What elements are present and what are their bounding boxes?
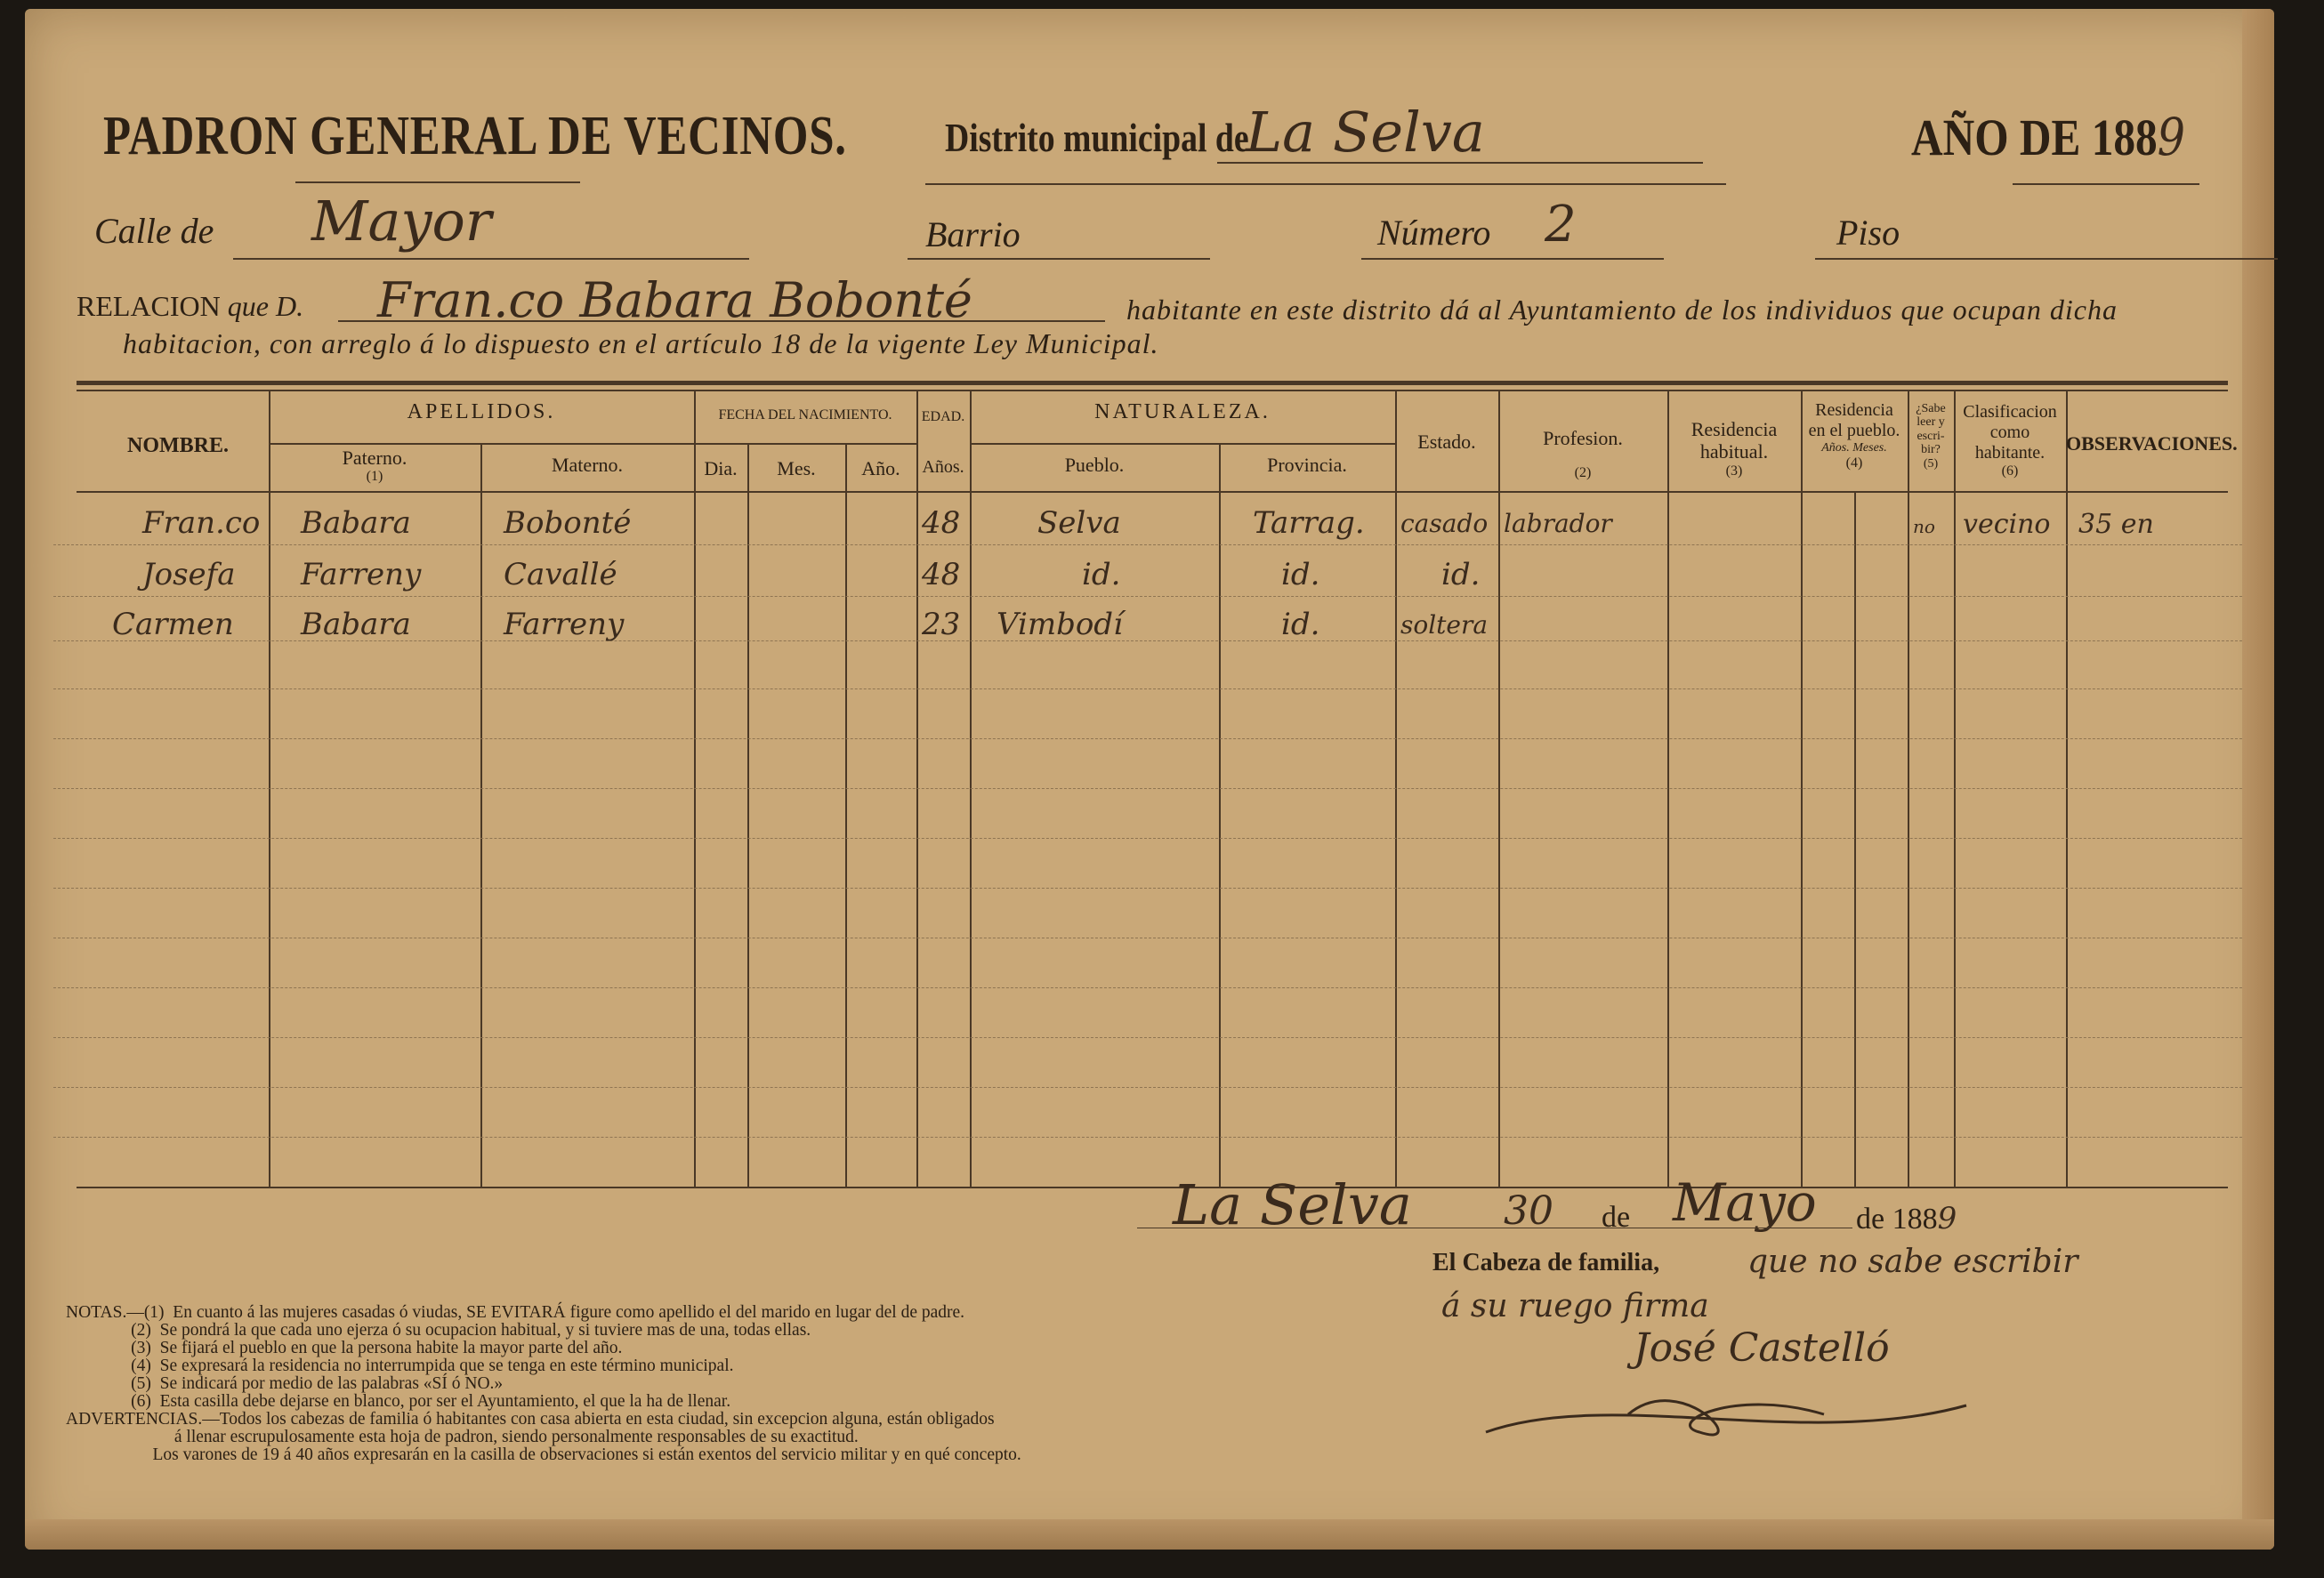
- cell-pueblo: Vimbodí: [997, 607, 1123, 642]
- col-line: [2066, 390, 2068, 1188]
- header-materno: Materno.: [551, 454, 624, 476]
- cell-pueblo: id.: [1082, 557, 1121, 592]
- header-profesion: Profesion. (2): [1543, 427, 1623, 481]
- cell-paterno: Farreny: [301, 557, 422, 592]
- cell-provincia: Tarrag.: [1253, 505, 1365, 541]
- header-sabe: ¿Sabe leer y escri- bir? (5): [1916, 402, 1946, 471]
- col-line: [1908, 390, 1909, 1188]
- numero-label: Número: [1377, 213, 1491, 253]
- calle-label: Calle de: [94, 211, 214, 251]
- table-header-bottom: [77, 491, 2228, 493]
- cell-materno: Cavallé: [504, 557, 617, 592]
- header-anos: Años.: [922, 457, 964, 477]
- header-observaciones: OBSERVACIONES.: [2066, 432, 2238, 455]
- header-dia: Dia.: [704, 457, 738, 479]
- barrio-label: Barrio: [925, 214, 1021, 254]
- col-line: [1954, 390, 1956, 1188]
- signature: José Castelló: [1634, 1325, 1890, 1371]
- page-bottom-edge: [25, 1519, 2274, 1550]
- relacion-label: RELACION que D.: [77, 290, 304, 322]
- col-line: [1801, 390, 1803, 1188]
- naturaleza-span-line: [970, 443, 1395, 445]
- col-line: [1219, 443, 1221, 1188]
- calle-value: Mayor: [311, 189, 492, 254]
- header-fecha: FECHA DEL NACIMIENTO.: [718, 407, 892, 423]
- header-nombre: NOMBRE.: [127, 434, 229, 457]
- relacion-text-2: habitacion, con arreglo á lo dispuesto en el artículo 18 de la vigente Ley Municipal.: [123, 327, 1159, 359]
- cell-sabe: no: [1913, 516, 1935, 537]
- ruled-line: [53, 888, 2242, 889]
- col-line: [694, 390, 696, 1188]
- cell-estado: casado: [1400, 509, 1489, 538]
- cell-estado: soltera: [1400, 610, 1489, 640]
- col-line: [845, 443, 847, 1188]
- col-line: [1498, 390, 1500, 1188]
- title-underline: [295, 181, 580, 183]
- ruled-line: [53, 738, 2242, 739]
- barrio-underline: [908, 258, 1210, 260]
- ruled-line: [53, 838, 2242, 839]
- date-place: La Selva: [1173, 1172, 1412, 1237]
- col-line: [1667, 390, 1669, 1188]
- apellidos-span-line: [269, 443, 694, 445]
- signature-flourish: [1468, 1352, 1984, 1450]
- table-top-border: [77, 381, 2228, 385]
- cell-nombre: Fran.co: [142, 505, 261, 541]
- cell-provincia: id.: [1281, 607, 1320, 642]
- date-de-1: de: [1602, 1201, 1631, 1234]
- relacion-text-1: habitante en este distrito dá al Ayuntamiento de los individuos que ocupan dicha: [1126, 294, 2118, 326]
- distrito-underline: [1217, 162, 1703, 164]
- cell-paterno: Babara: [301, 607, 411, 642]
- cell-observaciones: 35 en: [2078, 509, 2154, 540]
- ruled-line: [53, 596, 2242, 597]
- ano-label: AÑO DE 1889: [1911, 107, 2186, 167]
- ruled-line: [53, 1137, 2242, 1138]
- header-estado: Estado.: [1417, 431, 1476, 453]
- col-line: [480, 443, 482, 1188]
- date-year: de 1889: [1856, 1201, 1957, 1236]
- col-line: [747, 443, 749, 1188]
- table-bottom-border: [77, 1187, 2228, 1188]
- date-month: Mayo: [1673, 1172, 1817, 1233]
- cabeza-handwritten-2: á su ruego firma: [1441, 1288, 1709, 1324]
- col-line: [916, 390, 918, 1188]
- ano-underline: [2013, 183, 2199, 185]
- cell-estado: id.: [1441, 557, 1481, 592]
- distrito-label: Distrito municipal de: [945, 115, 1249, 160]
- ruled-line: [53, 1037, 2242, 1038]
- header-edad: EDAD.: [921, 409, 965, 424]
- page-edge: [2242, 9, 2274, 1550]
- relacion-name: Fran.co Babara Bobonté: [377, 272, 972, 328]
- numero-underline: [1361, 258, 1664, 260]
- ruled-line: [53, 1087, 2242, 1088]
- cell-materno: Bobonté: [504, 505, 632, 541]
- piso-underline: [1815, 258, 2278, 260]
- notes-block: NOTAS.—(1) En cuanto á las mujeres casadas ó viudas, SE EVITARÁ figure como apellido el del marido en lugar del de padre. (2) Se pondrá la que cada uno ejerza ó su ocupacion habitual, y si tuviere mas de una, todas ellas. (3) Se fijará el pueblo en que la persona habite la mayor parte del año. (4) Se expresará la residencia no interrumpida que se tenga en este término municipal. (5) Se indicará por medio de las palabras «SÍ ó NO.» (6) Esta casilla debe dejarse en blanco, por ser el Ayuntamiento, el que la ha de llenar. ADVERTENCIAS.—Todos los cabezas de familia ó habitantes con casa abierta en esta ciudad, sin excepcion alguna, están obligados á llenar escrupulosamente esta hoja de padron, siendo personalmente responsables de su exactitud. Los varones de 19 á 40 años expresarán en la casilla de observaciones si están exentos del servicio militar y en qué concepto.: [66, 1303, 1021, 1464]
- cabeza-label: El Cabeza de familia,: [1432, 1249, 1660, 1276]
- relacion-underline: [338, 320, 1105, 322]
- ruled-line: [53, 987, 2242, 988]
- calle-underline: [233, 258, 749, 260]
- cell-provincia: id.: [1281, 557, 1320, 592]
- numero-value: 2: [1545, 196, 1577, 254]
- col-line: [970, 390, 972, 1188]
- ruled-line: [53, 788, 2242, 789]
- fecha-span-line: [694, 443, 916, 445]
- header-apellidos: APELLIDOS.: [407, 400, 556, 423]
- cell-edad: 48: [922, 505, 961, 541]
- form-title: PADRON GENERAL DE VECINOS.: [103, 106, 847, 166]
- header-paterno: Paterno. (1): [342, 447, 408, 485]
- ruled-line: [53, 544, 2242, 545]
- cell-nombre: Carmen: [112, 607, 234, 642]
- header-naturaleza: NATURALEZA.: [1094, 400, 1271, 423]
- cell-materno: Farreny: [504, 607, 625, 642]
- header-provincia: Provincia.: [1267, 454, 1347, 476]
- header-mes: Mes.: [777, 457, 816, 479]
- cell-nombre: Josefa: [142, 557, 236, 592]
- date-day: 30: [1504, 1188, 1553, 1234]
- cell-edad: 48: [922, 557, 961, 592]
- cell-profesion: labrador: [1504, 509, 1612, 538]
- cell-clasificacion: vecino: [1963, 509, 2051, 540]
- header-residencia-pueblo: Residencia en el pueblo. Años. Meses. (4): [1808, 400, 1900, 471]
- cell-edad: 23: [922, 607, 961, 642]
- header-residencia: Residencia habitual. (3): [1691, 418, 1778, 479]
- cell-pueblo: Selva: [1037, 505, 1121, 541]
- cabeza-handwritten-1: que no sabe escribir: [1747, 1244, 2078, 1280]
- col-line: [1395, 390, 1397, 1188]
- header-ano: Año.: [861, 457, 900, 479]
- header-pueblo: Pueblo.: [1064, 454, 1125, 476]
- piso-label: Piso: [1836, 213, 1900, 253]
- distrito-value: La Selva: [1246, 100, 1485, 165]
- col-line: [269, 390, 270, 1188]
- header-clasificacion: Clasificacion como habitante. (6): [1963, 402, 2057, 479]
- cell-paterno: Babara: [301, 505, 411, 541]
- distrito-underline-2: [925, 183, 1726, 185]
- table-top-border-2: [77, 390, 2228, 391]
- ruled-line: [53, 688, 2242, 689]
